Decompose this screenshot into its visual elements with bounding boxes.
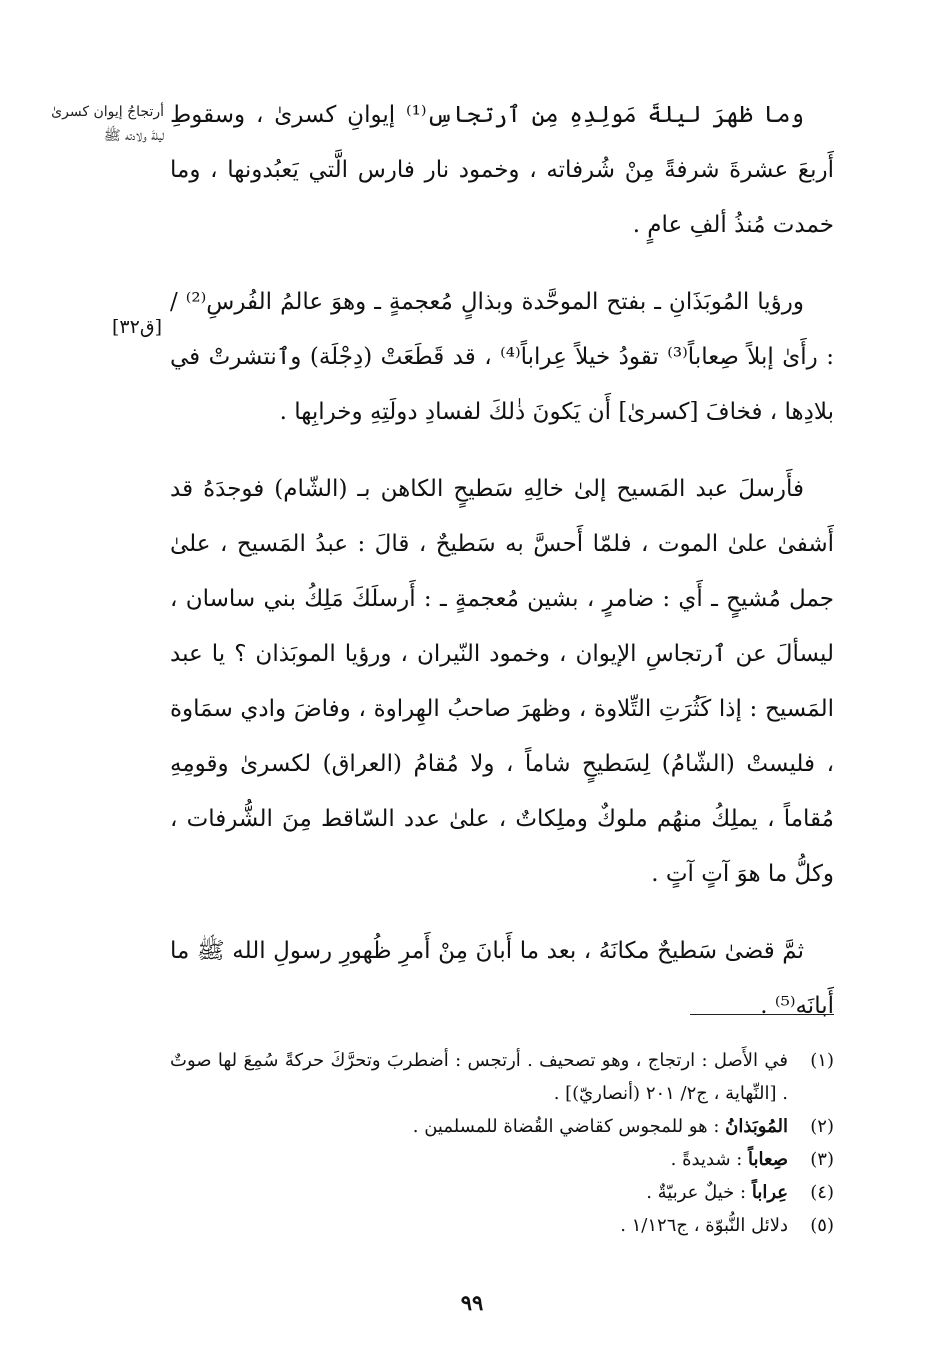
margin-note — [14, 100, 164, 148]
footnote-text — [170, 1209, 788, 1242]
footnote-body: في الأَصل : ارتجاج ، وهو تصحيف . أرتجس : أضطربَ وتحرَّكَ حركةً سُمِعَ لها صوتٌ . [النِّهاية ، ج٢/ ٢٠١ (أنصاريّ)] . — [170, 1050, 788, 1104]
paragraph: وما ظهرَ ليلةَ مَولِدِهِ مِن ٱرتجاسِ⁽¹⁾ إيوانِ كسرىٰ ، وسقوطِ أَربعَ عشرةَ شرفةً مِنْ شُرفاته ، وخمود نار فارس الَّتي يَعبُدونها ، وما خمدت مُنذُ ألفِ عامٍ . — [170, 102, 834, 238]
footnote-number: (٣) — [810, 1149, 834, 1170]
paragraph: فأَرسلَ عبد المَسيح إلىٰ خالِهِ سَطيحٍ الكاهن بـ (الشّام) فوجدَهُ قد أَشفىٰ علىٰ الموت ، فلمّا أَحسَّ به سَطيحٌ ، قالَ : عبدُ المَسيح ، علىٰ جمل مُشيحٍ ـ أَي : ضامرٍ ، بشين مُعجمةٍ ـ : أَرسلَكَ مَلِكُ بني ساسان ، ليسألَ عن ٱرتجاسِ الإيوان ، وخمود النّيران ، ورؤيا الموبَذان ؟ يا عبد المَسيح : إذا كَثُرَتِ التِّلاوة ، وظهرَ صاحبُ الهِراوة ، وفاضَ وادي سمَاوة ، فليستْ (الشّامُ) لِسَطيحٍ شاماً ، ولا مُقامُ (العراق) لكسرىٰ وقومِهِ مُقاماً ، يملِكُ منهُم ملوكٌ وملِكاتٌ ، علىٰ عدد السّاقط مِنَ الشُّرفات ، وكلُّ ما هوَ آتٍ آتٍ . — [170, 476, 834, 887]
footnote — [170, 1044, 834, 1110]
footnote-number: (٢) — [810, 1116, 834, 1137]
main-text — [170, 88, 834, 1056]
footnote-number: (١) — [810, 1050, 834, 1071]
page-number: ٩٩ — [460, 1290, 484, 1315]
footnote-term: المُوبَذانُ — [725, 1116, 788, 1137]
footnote — [170, 1209, 834, 1242]
footnote-body: : خيلٌ عربيّةٌ . — [646, 1182, 752, 1203]
footnotes — [170, 1044, 834, 1242]
footnote-text — [170, 1143, 788, 1176]
margin-note-line: ليلةَ ولادته ﷺ — [103, 128, 164, 144]
footnote-body: : شديدةً . — [670, 1149, 749, 1170]
footnote-number: (٥) — [810, 1215, 834, 1236]
manuscript-folio-reference: [ق٣٢] — [112, 316, 162, 338]
margin-note-line: أرتجاجُ إيوان كسرىٰ — [51, 104, 164, 120]
footnote — [170, 1176, 834, 1209]
paragraph: ورؤيا المُوبَذَانِ ـ بفتح الموحَّدة وبذالٍ مُعجمةٍ ـ وهوَ عالمُ الفُرسِ⁽²⁾ / : رأَىٰ إبلاً صِعاباً⁽³⁾ تقودُ خيلاً عِراباً⁽⁴⁾ ، قد قَطَعَتْ (دِجْلَة) وٱنتشرتْ في بلادِها ، فخافَ [كسرىٰ] أَن يَكونَ ذٰلكَ لفسادِ دولَتِهِ وخرابِها . — [170, 289, 834, 425]
footnote-text — [170, 1044, 788, 1110]
footnote-term: عِراباً — [751, 1182, 788, 1203]
footnote-divider — [690, 1014, 834, 1015]
footnote-body: : هو للمجوس كقاضي القُضاة للمسلمين . — [412, 1116, 726, 1137]
footnote-body: دلائل النُّبوّة ، ج١/١٢٦ . — [620, 1215, 788, 1236]
footnote — [170, 1110, 834, 1143]
footnote-term: صِعاباً — [748, 1149, 788, 1170]
footnote-text — [170, 1110, 788, 1143]
footnote — [170, 1143, 834, 1176]
footnote-number: (٤) — [810, 1182, 834, 1203]
paragraph: ثمَّ قضىٰ سَطيحٌ مكانَهُ ، بعد ما أَبانَ مِنْ أَمرِ ظُهورِ رسولِ الله ﷺ ما أَبانَه⁽⁵⁾ . — [170, 938, 834, 1019]
footnote-text — [170, 1176, 788, 1209]
